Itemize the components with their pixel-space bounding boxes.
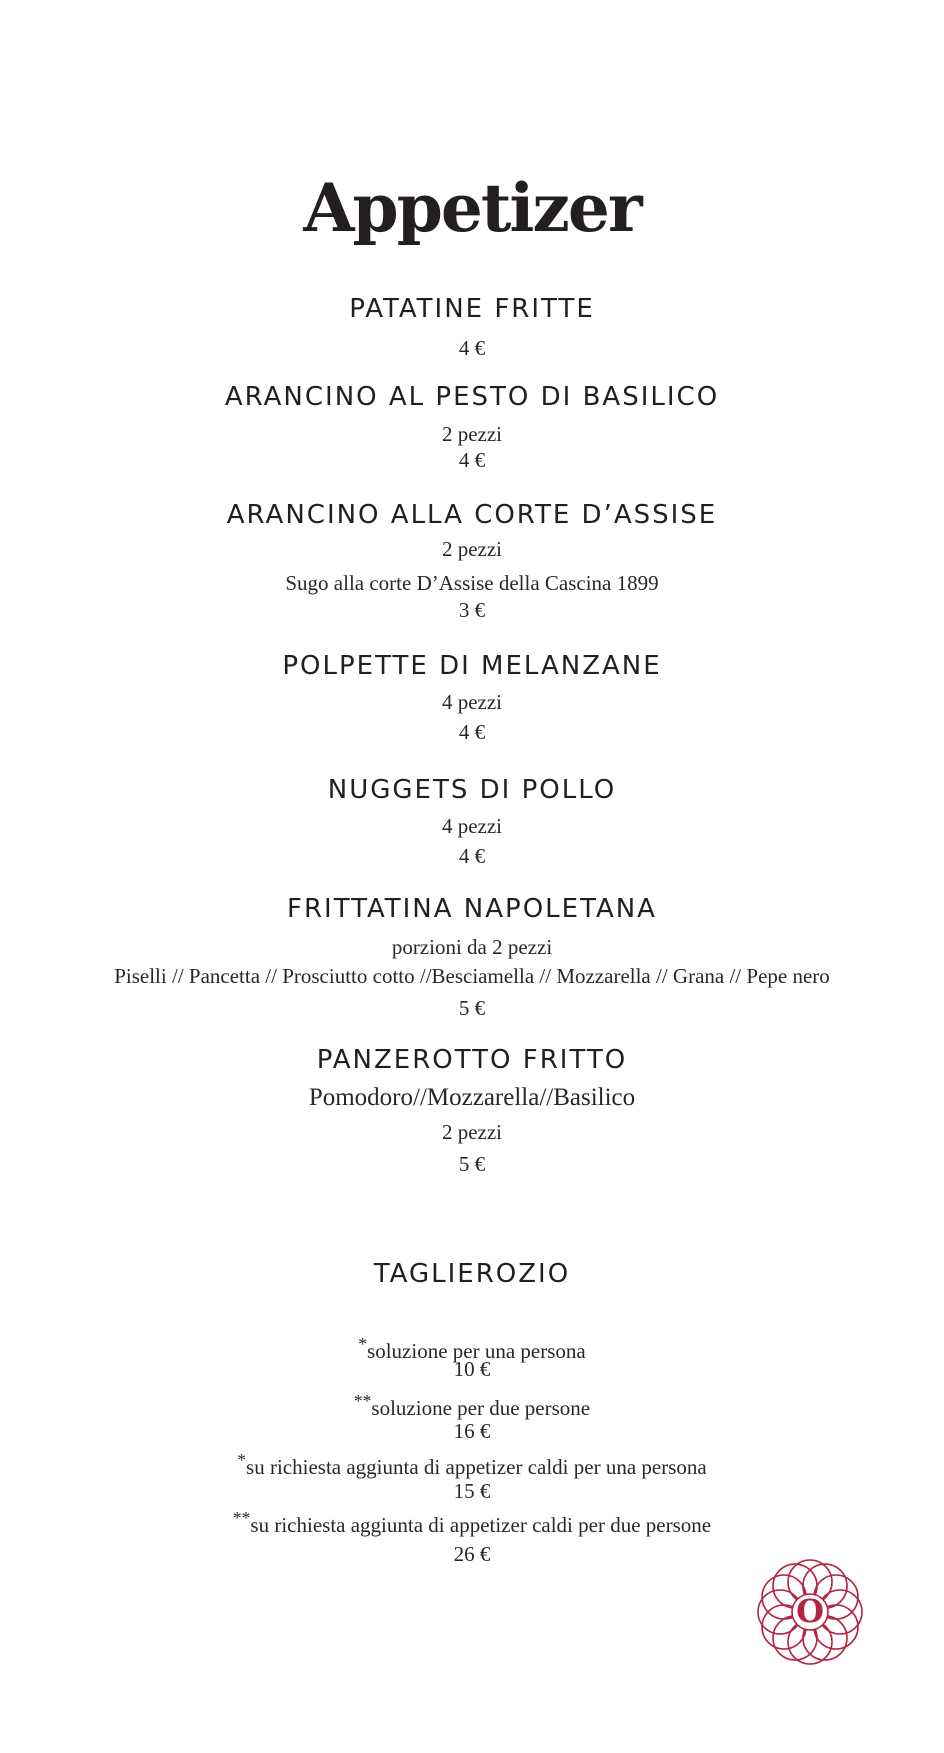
item-description: Piselli // Pancetta // Prosciutto cotto //Besciamella // Mozzarella // Grana // Pepe nero	[114, 964, 830, 988]
tagliere-price: 26 €	[453, 1542, 491, 1566]
footnote-mark: *	[358, 1334, 368, 1354]
logo-letter: O	[796, 1592, 824, 1630]
item-name: FRITTATINA NAPOLETANA	[287, 894, 657, 924]
tagliere-option-label: soluzione per una persona	[367, 1339, 586, 1363]
tagliere-option-label: su richiesta aggiunta di appetizer caldi per una persona	[246, 1455, 707, 1479]
tagliere-price: 16 €	[453, 1419, 491, 1443]
item-price: 4 €	[458, 336, 486, 360]
brand-logo-icon	[754, 1556, 866, 1668]
item-price: 3 €	[458, 598, 486, 622]
tagliere-option-label: su richiesta aggiunta di appetizer caldi per due persone	[250, 1513, 712, 1537]
footnote-mark: **	[232, 1508, 251, 1528]
item-description: Sugo alla corte D’Assise della Cascina 1899	[285, 571, 659, 595]
item-pieces: 2 pezzi	[441, 1120, 503, 1144]
item-price: 4 €	[458, 448, 486, 472]
item-name: ARANCINO ALLA CORTE D’ASSISE	[226, 500, 718, 530]
item-price: 5 €	[458, 996, 486, 1020]
item-name: NUGGETS DI POLLO	[327, 775, 617, 805]
item-name: PATATINE FRITTE	[349, 294, 595, 324]
tagliere-price: 10 €	[453, 1357, 491, 1381]
item-pieces: 2 pezzi	[441, 422, 503, 446]
tagliere-option-label: soluzione per due persone	[371, 1396, 591, 1420]
item-price: 4 €	[458, 844, 486, 868]
tagliere-option	[0, 1446, 944, 1481]
item-pieces: 2 pezzi	[441, 537, 503, 561]
footnote-mark: *	[237, 1450, 247, 1470]
item-price: 5 €	[458, 1152, 486, 1176]
page-title: Appetizer	[303, 169, 641, 247]
tagliere-option	[0, 1504, 944, 1539]
item-name: POLPETTE DI MELANZANE	[282, 651, 662, 681]
item-pieces: 4 pezzi	[441, 814, 503, 838]
footnote-mark: **	[353, 1391, 372, 1411]
tagliere-name: TAGLIEROZIO	[373, 1259, 571, 1289]
item-pieces: 4 pezzi	[441, 690, 503, 714]
item-name: PANZEROTTO FRITTO	[316, 1045, 628, 1075]
item-pieces: porzioni da 2 pezzi	[391, 935, 553, 959]
item-description: Pomodoro//Mozzarella//Basilico	[308, 1084, 636, 1111]
item-name: ARANCINO AL PESTO DI BASILICO	[224, 382, 720, 412]
tagliere-price: 15 €	[453, 1479, 491, 1503]
item-price: 4 €	[458, 720, 486, 744]
